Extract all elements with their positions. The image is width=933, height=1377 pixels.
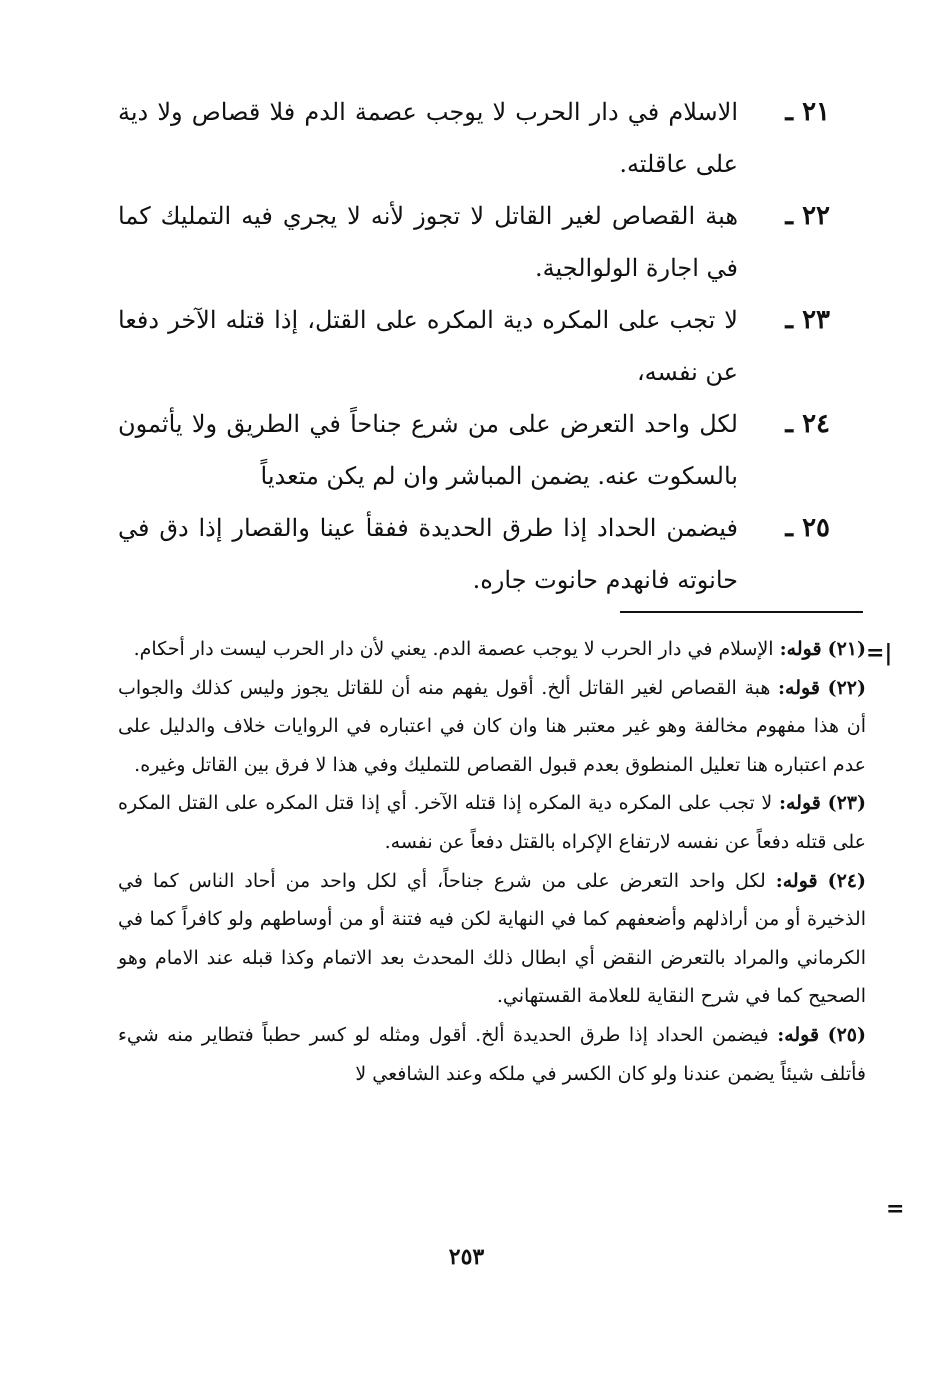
continuation-mark-bottom: = <box>886 1196 905 1222</box>
footnote-text: هبة القصاص لغير القاتل ألخ. أقول يفهم منه أن للقاتل يجوز وليس كذلك والجواب أن هذا مفهوم مخالفة وهو غير معتبر هنا وان كان في اعتباره في الروايات خلاف والدليل على عدم اعتباره هنا تعليل المنطوق بعدم قبول القصاص للتمليك وفي هذا لا فرق بين القاتل وغيره. <box>118 676 866 776</box>
item-23 <box>118 294 830 398</box>
main-items <box>118 86 830 606</box>
footnote-ref: (٢٢) <box>827 676 866 699</box>
footnote-25 <box>118 1016 866 1093</box>
footnote-text: لكل واحد التعرض على من شرع جناحاً، أي لكل واحد من أحاد الناس كما في الذخيرة أو من أراذلهم وأضعفهم كما في النهاية لكن فيه فتنة أو من أوساطهم ولو كافراً كما في الكرماني والمراد بالتعرض النقض أي ابطال ذلك المحدث بعد الاتمام وكذا قبله عند الامام وهو الصحيح كما في شرح النقاية للعلامة القستهاني. <box>118 869 866 1008</box>
item-text: هبة القصاص لغير القاتل لا تجوز لأنه لا يجري فيه التمليك كما في اجارة الولوالجية. <box>118 202 738 282</box>
item-number: ٢٢ ـ <box>785 201 830 231</box>
item-22 <box>118 190 830 294</box>
item-number: ٢٣ ـ <box>785 305 830 335</box>
footnote-21 <box>118 630 866 669</box>
item-24 <box>118 398 830 502</box>
footnote-23 <box>118 784 866 861</box>
footnotes <box>118 630 866 1093</box>
footnote-keyword: قوله: <box>777 1023 820 1046</box>
footnote-text: الإسلام في دار الحرب لا يوجب عصمة الدم. يعني لأن دار الحرب ليست دار أحكام. <box>133 638 774 660</box>
footnote-keyword: قوله: <box>778 676 820 699</box>
footnote-ref: (٢٤) <box>827 869 866 892</box>
footnote-22 <box>118 669 866 785</box>
footnote-ref: (٢٣) <box>827 792 867 815</box>
footnote-divider <box>620 611 863 613</box>
item-number: ٢١ ـ <box>785 97 830 127</box>
item-25 <box>118 502 830 606</box>
item-number: ٢٥ ـ <box>785 513 830 543</box>
footnote-ref: (٢٥) <box>827 1023 866 1046</box>
footnote-24 <box>118 862 866 1016</box>
item-text: لكل واحد التعرض على من شرع جناحاً في الطريق ولا يأثمون بالسكوت عنه. يضمن المباشر وان لم يكن متعدياً <box>118 410 738 490</box>
continuation-mark-top: =| <box>866 640 893 666</box>
item-text: فيضمن الحداد إذا طرق الحديدة ففقأ عينا والقصار إذا دق في حانوته فانهدم حانوت جاره. <box>118 514 738 594</box>
item-text: لا تجب على المكره دية المكره على القتل، إذا قتله الآخر دفعا عن نفسه، <box>118 306 738 386</box>
item-number: ٢٤ ـ <box>785 409 830 439</box>
footnote-ref: (٢١) <box>827 638 866 660</box>
footnote-text: لا تجب على المكره دية المكره إذا قتله الآخر. أي إذا قتل المكره على القتل المكره على قتله دفعاً عن نفسه لارتفاع الإكراه بالقتل دفعاً عن نفسه. <box>118 792 866 853</box>
footnote-keyword: قوله: <box>778 792 821 815</box>
item-text: الاسلام في دار الحرب لا يوجب عصمة الدم فلا قصاص ولا دية على عاقلته. <box>118 98 738 178</box>
footnote-keyword: قوله: <box>775 869 818 892</box>
footnote-text: فيضمن الحداد إذا طرق الحديدة ألخ. أقول ومثله لو كسر حطباً فتطاير منه شيء فأتلف شيئاً يضمن عندنا ولو كان الكسر في ملكه وعند الشافعي لا <box>118 1023 866 1085</box>
item-21 <box>118 86 830 190</box>
page-number: ٢٥٣ <box>448 1244 485 1270</box>
footnote-keyword: قوله: <box>779 638 822 660</box>
